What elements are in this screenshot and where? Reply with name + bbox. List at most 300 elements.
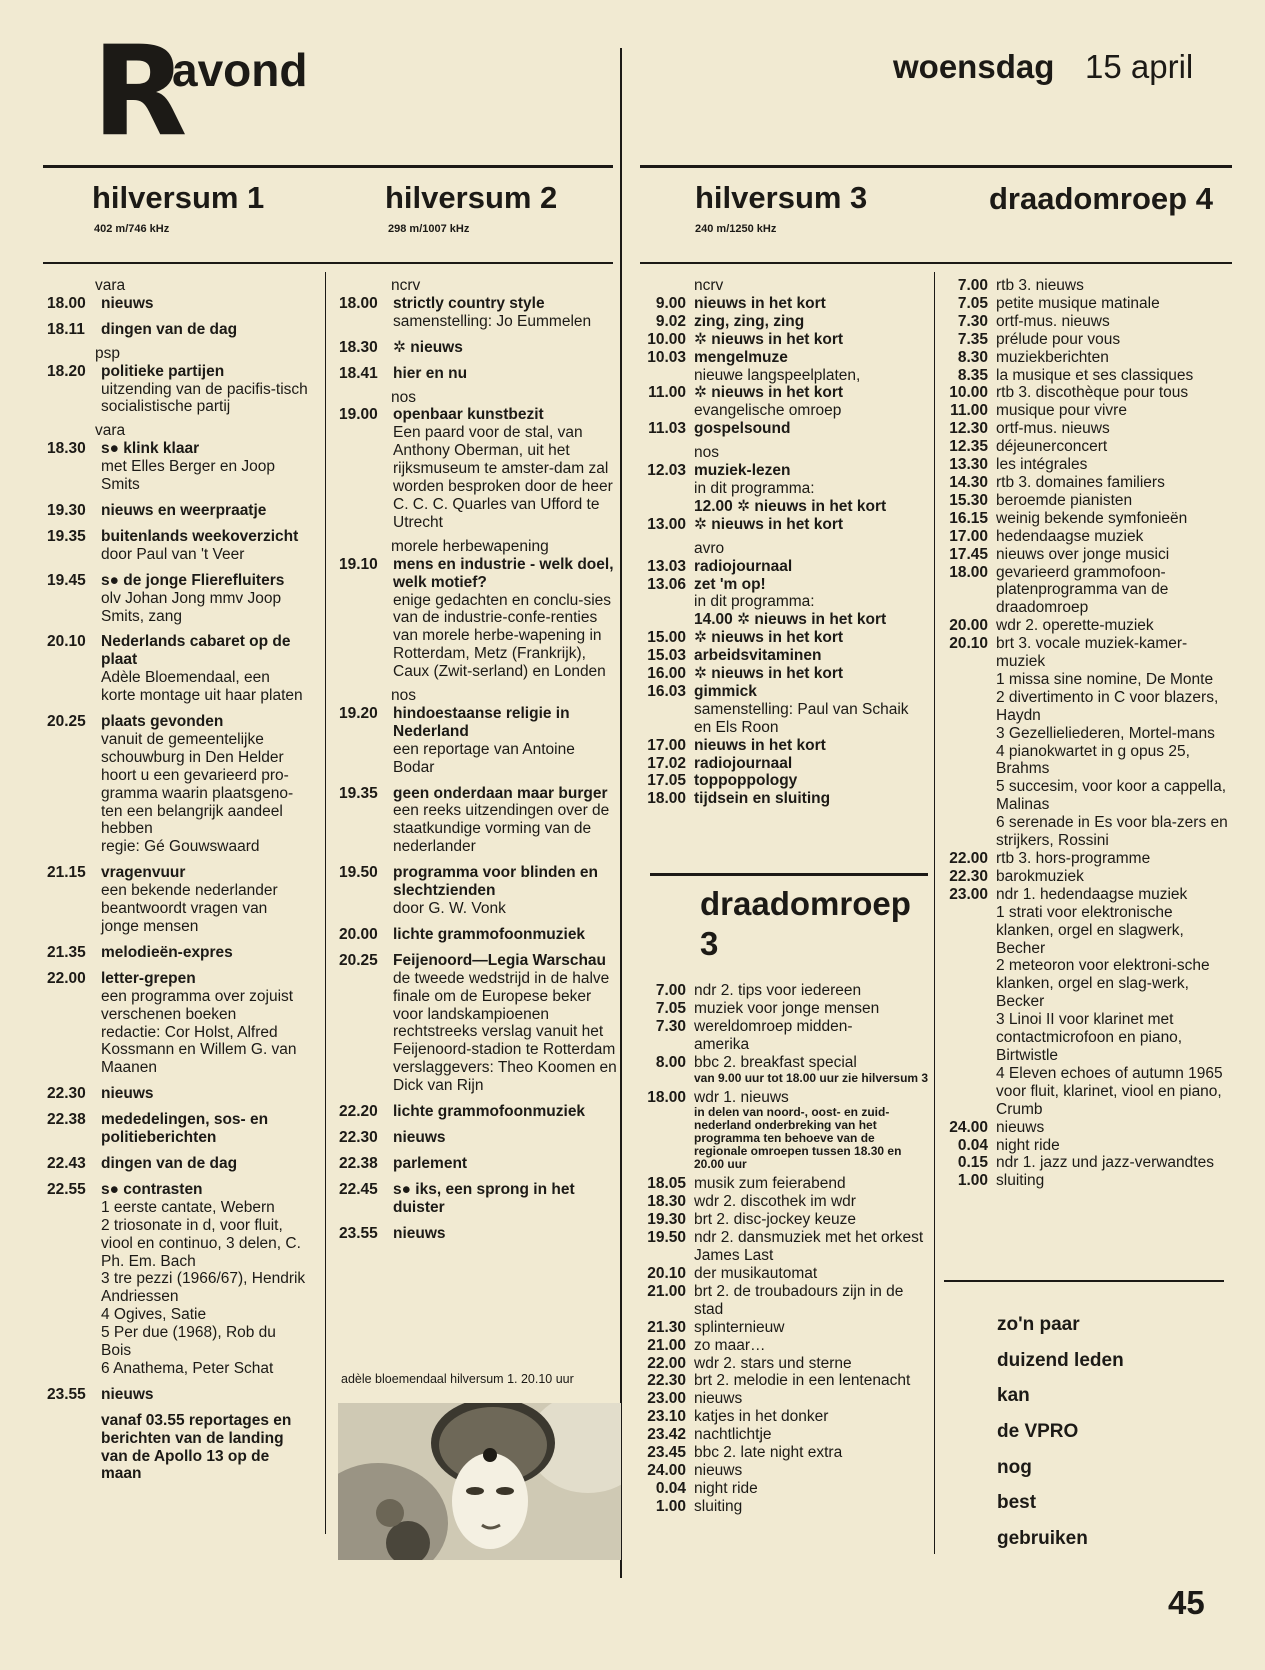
programme bbox=[335, 1103, 620, 1121]
time: 20.00 bbox=[949, 617, 988, 635]
time: 18.30 bbox=[647, 1193, 686, 1211]
time: 19.30 bbox=[647, 1211, 686, 1229]
programme bbox=[934, 635, 1229, 850]
title: radiojournaal bbox=[694, 557, 793, 575]
time: 22.00 bbox=[647, 1354, 686, 1372]
credits: regie: Gé Gouwswaard bbox=[101, 838, 260, 856]
description: Een paard voor de stal, van Anthony Oberman, uit het rijksmuseum te amster-dam zal worden besproken door de heer C. C. C. Quarles van Ufford te Utrecht bbox=[393, 424, 613, 531]
description: nieuwe langspeelplaten, bbox=[694, 366, 861, 384]
title: barokmuziek bbox=[996, 867, 1084, 885]
title: geen onderdaan maar burger bbox=[393, 784, 608, 802]
time: 19.10 bbox=[339, 555, 378, 573]
title: beroemde pianisten bbox=[996, 491, 1133, 509]
time: 1.00 bbox=[655, 1497, 686, 1515]
time: 23.10 bbox=[647, 1408, 686, 1426]
programme bbox=[630, 665, 930, 683]
programme bbox=[630, 1337, 930, 1355]
programme bbox=[630, 331, 930, 349]
time: 16.15 bbox=[949, 509, 988, 527]
title: ndr 1. jazz und jazz-verwandtes bbox=[996, 1154, 1214, 1172]
programme bbox=[335, 1129, 620, 1147]
time: 20.25 bbox=[47, 713, 86, 731]
time: 22.20 bbox=[339, 1103, 378, 1121]
programme bbox=[43, 440, 308, 494]
time: 20.10 bbox=[949, 635, 988, 653]
title: ndr 2. tips voor iedereen bbox=[694, 982, 862, 999]
title: ndr 2. dansmuziek met het orkest James Last bbox=[694, 1229, 924, 1265]
title: ✲ nieuws in het kort bbox=[694, 384, 844, 402]
description: met Elles Berger en Joop Smits bbox=[101, 458, 276, 494]
programme-item: 2 meteoron voor elektroni-sche klanken, orgel en slag-werk, Becker bbox=[996, 957, 1210, 1011]
time: 13.03 bbox=[647, 557, 686, 575]
programme-item: 6 serenade in Es voor bla-zers en strijkers, Rossini bbox=[996, 814, 1228, 850]
programme bbox=[630, 1498, 930, 1516]
title: nieuws bbox=[694, 1461, 743, 1479]
programme-item: 5 succesim, voor koor a cappella, Malinas bbox=[996, 778, 1227, 814]
title: nachtlichtje bbox=[694, 1426, 772, 1444]
programme bbox=[934, 349, 1229, 367]
time: 20.25 bbox=[339, 951, 378, 969]
title: bbc 2. breakfast special bbox=[694, 1053, 857, 1071]
title: Feijenoord—Legia Warschau bbox=[393, 951, 607, 969]
page-number: 45 bbox=[1168, 1584, 1205, 1621]
time: 20.10 bbox=[647, 1264, 686, 1282]
promo-line: best bbox=[997, 1492, 1037, 1514]
vpro-promo bbox=[997, 1313, 1124, 1563]
title: s● klink klaar bbox=[101, 440, 200, 458]
title: déjeunerconcert bbox=[996, 438, 1108, 456]
programme-item: 1 missa sine nomine, De Monte bbox=[996, 670, 1214, 688]
title: gimmick bbox=[694, 682, 757, 700]
programme bbox=[335, 339, 620, 357]
programme-item: 1 strati voor elektronische klanken, orgel en slagwerk, Becher bbox=[996, 903, 1184, 957]
programme bbox=[934, 546, 1229, 564]
title: wereldomroep midden-amerika bbox=[694, 1017, 853, 1053]
title: rtb 3. nieuws bbox=[996, 277, 1084, 294]
title: nieuws bbox=[101, 1385, 154, 1403]
description: de tweede wedstrijd in de halve finale om de Europese beker voor landskampioenen rechtstreeks verslag vanuit het Feijenoord-stadion te Rotterdam bbox=[393, 969, 616, 1059]
title: toppoppology bbox=[694, 772, 798, 790]
programme bbox=[934, 1172, 1229, 1190]
programme bbox=[630, 420, 930, 438]
programme bbox=[934, 1119, 1229, 1137]
time: 21.00 bbox=[647, 1336, 686, 1354]
time: 10.00 bbox=[647, 330, 686, 348]
programme bbox=[630, 1444, 930, 1462]
title: strictly country style bbox=[393, 294, 545, 312]
programme bbox=[43, 1085, 308, 1103]
time: 9.02 bbox=[655, 312, 686, 330]
description: vanuit de gemeentelijke schouwburg in Den Helder hoort u een gevarieerd pro-gramma waarin plaatsgeno-ten een belangrijk aandeel hebben bbox=[101, 730, 294, 838]
programme bbox=[630, 1426, 930, 1444]
programme bbox=[630, 1355, 930, 1373]
time: 22.30 bbox=[949, 867, 988, 885]
time: 18.30 bbox=[47, 440, 86, 458]
programme bbox=[335, 1225, 620, 1243]
title: radiojournaal bbox=[694, 754, 793, 772]
title: muziekberichten bbox=[996, 348, 1109, 366]
station-draadomroep-3: draadomroep 3 bbox=[700, 885, 911, 962]
time: 0.04 bbox=[957, 1136, 988, 1154]
title: programma voor blinden en slechtzienden bbox=[393, 864, 598, 900]
programme bbox=[335, 705, 620, 777]
title: s● iks, een sprong in het duister bbox=[393, 1180, 575, 1216]
programme-item: 5 Per due (1968), Rob du Bois bbox=[101, 1324, 276, 1360]
time: 7.35 bbox=[957, 330, 988, 348]
description: samenstelling: Paul van Schaik en Els Roon bbox=[694, 700, 909, 736]
programme bbox=[43, 363, 308, 417]
title: katjes in het donker bbox=[694, 1408, 829, 1426]
section-title: avond bbox=[172, 44, 308, 96]
programme bbox=[630, 1265, 930, 1283]
time: 10.00 bbox=[949, 384, 988, 402]
time: 19.00 bbox=[339, 406, 378, 424]
programme bbox=[630, 313, 930, 331]
station-hilversum-2: hilversum 2 bbox=[385, 180, 558, 215]
title: musique pour vivre bbox=[996, 402, 1127, 420]
time: 13.06 bbox=[647, 575, 686, 593]
time: 18.20 bbox=[47, 362, 86, 380]
broadcaster: ncrv bbox=[694, 277, 724, 294]
time: 23.45 bbox=[647, 1444, 686, 1462]
title: nieuws bbox=[101, 294, 154, 312]
time: 12.03 bbox=[647, 462, 686, 480]
programme bbox=[43, 1412, 308, 1484]
station-hilversum-1: hilversum 1 bbox=[92, 180, 265, 215]
title: la musique et ses classiques bbox=[996, 366, 1194, 384]
time: 7.00 bbox=[957, 277, 988, 294]
title: nieuws bbox=[393, 1128, 446, 1146]
programme bbox=[630, 790, 930, 808]
programme bbox=[335, 556, 620, 681]
title: wdr 2. discothek im wdr bbox=[694, 1193, 856, 1211]
title: openbaar kunstbezit bbox=[393, 406, 544, 424]
programme bbox=[630, 384, 930, 420]
draadomroep-4-schedule bbox=[934, 277, 1229, 1190]
broadcaster: ncrv bbox=[391, 277, 421, 294]
title: nieuws en weerpraatje bbox=[101, 501, 267, 519]
broadcaster: nos bbox=[391, 687, 416, 705]
time: 15.00 bbox=[647, 629, 686, 647]
time: 24.00 bbox=[949, 1118, 988, 1136]
programme-item: 4 pianokwartet in g opus 25, Brahms bbox=[996, 742, 1190, 778]
programme bbox=[934, 564, 1229, 618]
time: 15.03 bbox=[647, 647, 686, 665]
title: musik zum feierabend bbox=[694, 1175, 846, 1193]
programme bbox=[934, 456, 1229, 474]
time: 7.30 bbox=[957, 312, 988, 330]
programme bbox=[630, 737, 930, 755]
time: 22.43 bbox=[47, 1154, 86, 1172]
adele-bloemendaal-photo bbox=[338, 1403, 621, 1560]
time: 8.30 bbox=[957, 348, 988, 366]
weekday: woensdag bbox=[893, 48, 1055, 85]
programme bbox=[43, 970, 308, 1077]
time: 22.55 bbox=[47, 1180, 86, 1198]
time: 9.00 bbox=[655, 294, 686, 312]
programme bbox=[630, 1462, 930, 1480]
programme bbox=[630, 516, 930, 534]
time: 18.00 bbox=[47, 294, 86, 312]
programme bbox=[934, 313, 1229, 331]
programme bbox=[43, 864, 308, 936]
title: brt 2. de troubadours zijn in de stad bbox=[694, 1282, 904, 1318]
title: ✲ nieuws in het kort bbox=[694, 330, 844, 348]
time: 11.00 bbox=[950, 402, 988, 420]
title: der musikautomat bbox=[694, 1264, 818, 1282]
title: zet 'm op! bbox=[694, 575, 766, 593]
time: 12.35 bbox=[949, 438, 988, 456]
title: petite musique matinale bbox=[996, 294, 1160, 312]
title: mengelmuze bbox=[694, 348, 788, 366]
promo-line: kan bbox=[997, 1385, 1030, 1407]
description: enige gedachten en conclu-sies van de industrie-confe-renties van morele herbe-wapening in Rotterdam, Metz (Frankrijk), Caux (Zwit-serland) en Londen bbox=[393, 591, 612, 681]
title: wdr 1. nieuws bbox=[694, 1088, 789, 1106]
programme bbox=[630, 1372, 930, 1390]
title: nieuws bbox=[101, 1085, 154, 1103]
title: dingen van de dag bbox=[101, 1154, 238, 1172]
time: 24.00 bbox=[647, 1461, 686, 1479]
time: 7.05 bbox=[957, 294, 988, 312]
programme bbox=[934, 474, 1229, 492]
programme bbox=[335, 1155, 620, 1173]
description: een bekende nederlander beantwoordt vragen van jonge mensen bbox=[101, 882, 278, 935]
title: nieuws over jonge musici bbox=[996, 545, 1170, 563]
programme bbox=[934, 850, 1229, 868]
time: 13.00 bbox=[647, 515, 686, 533]
time: 7.30 bbox=[655, 1017, 686, 1035]
programme bbox=[43, 713, 308, 856]
sub-programme: 12.00 ✲ nieuws in het kort bbox=[694, 497, 887, 515]
programme bbox=[630, 1319, 930, 1337]
programme bbox=[630, 558, 930, 576]
title: buitenlands weekoverzicht bbox=[101, 527, 299, 545]
broadcaster: nos bbox=[391, 388, 416, 406]
time: 18.00 bbox=[339, 294, 378, 312]
description: uitzending van de pacifis-tisch socialistische partij bbox=[101, 380, 308, 416]
time: 18.30 bbox=[339, 338, 378, 356]
time: 15.30 bbox=[949, 491, 988, 509]
section-initial: R bbox=[92, 20, 182, 164]
programme bbox=[934, 420, 1229, 438]
programme bbox=[43, 1155, 308, 1173]
programme bbox=[43, 633, 308, 705]
programme bbox=[335, 1181, 620, 1217]
note: in delen van noord-, oost- en zuid-nederland onderbreking van het programma ten behoeve van de regionale omroepen tussen 18.30 en 20.00 uur bbox=[694, 1105, 902, 1172]
programme bbox=[43, 528, 308, 564]
broadcaster: nos bbox=[694, 444, 719, 462]
time: 18.41 bbox=[339, 364, 378, 382]
title: brt 3. vocale muziek-kamer-muziek bbox=[996, 635, 1188, 671]
broadcaster: psp bbox=[95, 344, 120, 362]
station-draadomroep-4: draadomroep 4 bbox=[989, 181, 1213, 216]
description: samenstelling: Jo Eummelen bbox=[393, 312, 592, 330]
programme bbox=[335, 926, 620, 944]
title: sluiting bbox=[996, 1172, 1045, 1190]
hilversum-3-schedule bbox=[630, 277, 930, 808]
promo-line: zo'n paar bbox=[997, 1314, 1080, 1335]
title: arbeidsvitaminen bbox=[694, 647, 822, 665]
title: ✲ nieuws bbox=[393, 338, 463, 356]
programme bbox=[934, 331, 1229, 349]
right-top-rule bbox=[640, 165, 1232, 168]
left-top-rule bbox=[43, 165, 613, 168]
broadcaster: vara bbox=[95, 422, 126, 440]
programme bbox=[43, 944, 308, 962]
title: dingen van de dag bbox=[101, 320, 238, 338]
time: 18.00 bbox=[647, 1088, 686, 1106]
programme bbox=[630, 1408, 930, 1426]
programme bbox=[43, 1181, 308, 1378]
programme bbox=[630, 349, 930, 385]
time: 22.38 bbox=[47, 1111, 86, 1129]
programme-item: 3 Linoi II voor klarinet met contactmicrofoon en piano, Birtwistle bbox=[996, 1011, 1183, 1064]
title: gospelsound bbox=[694, 420, 791, 438]
title: splinternieuw bbox=[694, 1318, 785, 1336]
time: 21.35 bbox=[47, 943, 86, 961]
time: 18.11 bbox=[47, 320, 85, 338]
title: hindoestaanse religie in Nederland bbox=[393, 704, 570, 740]
promo-line: duizend leden bbox=[997, 1349, 1124, 1371]
programme bbox=[630, 1211, 930, 1229]
programme bbox=[934, 384, 1229, 402]
title: vragenvuur bbox=[101, 864, 186, 882]
promo-line: de VPRO bbox=[997, 1421, 1079, 1443]
time: 19.30 bbox=[47, 501, 86, 519]
programme bbox=[630, 647, 930, 665]
programme bbox=[934, 617, 1229, 635]
time: 19.45 bbox=[47, 571, 86, 589]
programme bbox=[934, 367, 1229, 385]
station-frequency: 402 m/746 kHz bbox=[94, 223, 170, 235]
time: 19.35 bbox=[339, 784, 378, 802]
time: 23.00 bbox=[647, 1390, 686, 1408]
programme bbox=[43, 295, 308, 313]
title: gevarieerd grammofoon-platenprogramma van de draadomroep bbox=[996, 563, 1169, 617]
credits: verslaggevers: Theo Koomen en Dick van Rijn bbox=[393, 1059, 617, 1095]
time: 22.38 bbox=[339, 1154, 378, 1172]
hilversum-2-schedule bbox=[335, 277, 620, 1243]
time: 10.03 bbox=[647, 348, 686, 366]
programme bbox=[934, 438, 1229, 456]
broadcaster: morele herbewapening bbox=[391, 537, 549, 555]
portrait-illustration bbox=[338, 1403, 621, 1560]
title: zing, zing, zing bbox=[694, 312, 805, 330]
programme bbox=[630, 1229, 930, 1265]
programme bbox=[335, 365, 620, 383]
title: rtb 3. domaines familiers bbox=[996, 473, 1165, 491]
title: letter-grepen bbox=[101, 969, 196, 987]
title: mededelingen, sos- en politieberichten bbox=[101, 1111, 269, 1147]
time: 8.00 bbox=[655, 1053, 686, 1071]
time: 18.00 bbox=[647, 790, 686, 808]
title: s● de jonge Flierefluiters bbox=[101, 571, 285, 589]
programme bbox=[630, 629, 930, 647]
title: sluiting bbox=[694, 1497, 743, 1515]
programme bbox=[630, 1000, 930, 1018]
programme bbox=[934, 1154, 1229, 1172]
programme bbox=[934, 886, 1229, 1119]
title: ✲ nieuws in het kort bbox=[694, 629, 844, 647]
description: in dit programma: bbox=[694, 479, 815, 497]
time: 12.30 bbox=[949, 420, 988, 438]
programme bbox=[43, 502, 308, 520]
time: 20.10 bbox=[47, 633, 86, 651]
time: 17.05 bbox=[647, 772, 686, 790]
time: 21.15 bbox=[47, 864, 86, 882]
time: 0.15 bbox=[957, 1154, 988, 1172]
time: 8.35 bbox=[957, 366, 988, 384]
promo-rule bbox=[944, 1280, 1224, 1282]
programme bbox=[335, 295, 620, 331]
right-header-rule bbox=[640, 262, 1232, 264]
note: van 9.00 uur tot 18.00 uur zie hilversum 3 bbox=[694, 1070, 929, 1085]
title: night ride bbox=[996, 1136, 1060, 1154]
time: 18.00 bbox=[949, 563, 988, 581]
programme-item: 4 Ogives, Satie bbox=[101, 1306, 207, 1324]
programme bbox=[630, 1054, 930, 1085]
title: politieke partijen bbox=[101, 362, 225, 380]
station-frequency: 240 m/1250 kHz bbox=[695, 223, 777, 235]
time: 22.00 bbox=[949, 850, 988, 867]
time: 11.00 bbox=[648, 384, 686, 402]
description: in dit programma: bbox=[694, 593, 815, 611]
promo-line: gebruiken bbox=[997, 1528, 1088, 1550]
time: 16.00 bbox=[647, 665, 686, 683]
programme bbox=[43, 321, 308, 339]
title: tijdsein en sluiting bbox=[694, 790, 831, 808]
programme-item: 3 tre pezzi (1966/67), Hendrik Andriessen bbox=[101, 1270, 306, 1306]
title: parlement bbox=[393, 1154, 468, 1172]
description: olv Johan Jong mmv Joop Smits, zang bbox=[101, 589, 282, 625]
apollo-note: vanaf 03.55 reportages en berichten van de landing van de Apollo 13 op de maan bbox=[101, 1411, 292, 1483]
title: s● contrasten bbox=[101, 1180, 203, 1198]
credits: redactie: Cor Holst, Alfred Kossmann en Willem G. van Maanen bbox=[101, 1023, 297, 1077]
programme bbox=[934, 295, 1229, 313]
time: 21.30 bbox=[647, 1318, 686, 1336]
title: bbc 2. late night extra bbox=[694, 1444, 843, 1462]
promo-line: nog bbox=[997, 1456, 1032, 1478]
time: 19.35 bbox=[47, 527, 86, 545]
programme bbox=[335, 785, 620, 857]
time: 23.55 bbox=[339, 1224, 378, 1242]
title: nieuws bbox=[393, 1224, 446, 1242]
programme-item: 3 Gezellieliederen, Mortel-mans bbox=[996, 724, 1215, 742]
station-hilversum-3: hilversum 3 bbox=[695, 180, 868, 215]
programme bbox=[335, 952, 620, 1095]
time: 19.50 bbox=[647, 1229, 686, 1247]
time: 18.05 bbox=[647, 1175, 686, 1193]
title: muziek-lezen bbox=[694, 462, 791, 480]
programme bbox=[934, 402, 1229, 420]
time: 21.00 bbox=[647, 1282, 686, 1300]
title: les intégrales bbox=[996, 456, 1088, 474]
programme bbox=[335, 864, 620, 918]
title: nieuws bbox=[996, 1118, 1045, 1136]
description: een programma over zojuist verschenen boeken bbox=[101, 987, 294, 1023]
time: 22.30 bbox=[47, 1085, 86, 1103]
time: 23.55 bbox=[47, 1385, 86, 1403]
time: 7.00 bbox=[655, 982, 686, 999]
time: 14.30 bbox=[949, 473, 988, 491]
time: 22.45 bbox=[339, 1180, 378, 1198]
programme bbox=[43, 572, 308, 626]
programme bbox=[630, 982, 930, 1000]
programme bbox=[335, 406, 620, 531]
programme bbox=[43, 1111, 308, 1147]
h1-h2-divider bbox=[325, 272, 326, 1534]
description: Adèle Bloemendaal, een korte montage uit haar platen bbox=[101, 669, 303, 705]
